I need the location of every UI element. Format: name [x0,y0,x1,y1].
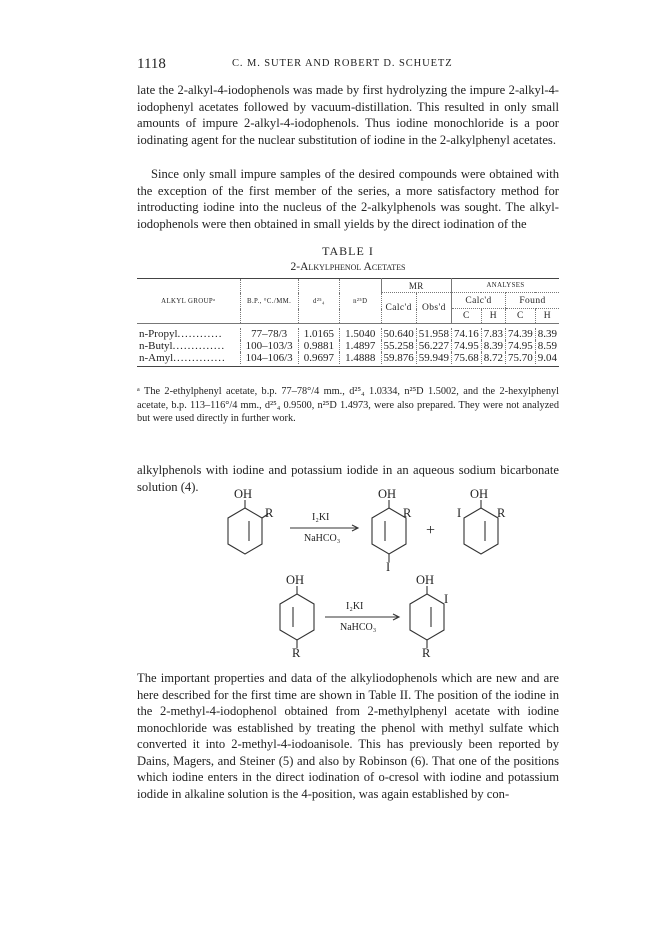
cell-found-c: 74.39 [506,328,536,340]
cell-mr-obsd: 56.227 [416,340,451,352]
col-found-c: C [506,309,536,324]
cell-calc-c: 74.16 [452,328,482,340]
col-mr-calcd: Calc'd [381,293,416,324]
cell-bp: 77–78/3 [240,328,298,340]
cell-nd: 1.4888 [340,352,381,364]
cell-calc-h: 8.39 [481,340,505,352]
product1-i-label: I [386,560,391,574]
benzene-ring [280,594,314,640]
product1-oh-label: OH [378,487,397,501]
cell-found-h: 9.04 [535,352,559,364]
product1-r-label: R [403,506,412,520]
benzene-ring [228,508,262,554]
cell-found-h: 8.59 [535,340,559,352]
cell-density: 1.0165 [298,328,339,340]
cell-found-h: 8.39 [535,328,559,340]
product-oh-label: OH [416,573,435,587]
running-head: C. M. SUTER AND ROBERT D. SCHUETZ [232,58,453,69]
cell-calc-c: 75.68 [452,352,482,364]
cell-mr-obsd: 59.949 [416,352,451,364]
col-calc-c: C [452,309,482,324]
cell-calc-h: 7.83 [481,328,505,340]
reagent-bottom: NaHCO₃ [340,622,377,633]
col-analyses-calcd: Calc'd [452,293,506,309]
table-title: TABLE I [322,244,374,258]
paragraph-4: The important properties and data of the alkyliodophenols which are new and are here described for the first time are shown in Table II. The position of the iodine in the 2-methyl-4-iodophenol obtained from 2-methylphenyl acetate with iodine monochloride was established by treating the phenol with methyl sulfate which converted it into 2-methyl-4-iodoanisole. This has previously been reported by Dains, Magers, and Steiner (5) and also by Robinson (6). That one of the positions which iodine enters in the direct iodination of o-cresol with iodine and potassium iodide in alkaline solution is the 4-position, was again established by con- [137,671,559,801]
cell-found-c: 75.70 [506,352,536,364]
product-r-label: R [422,646,431,660]
cell-alkyl: n-Amyl.............. [139,351,226,364]
cell-density: 0.9697 [298,352,339,364]
paragraph-3: alkylphenols with iodine and potassium iodide in an aqueous sodium bicarbonate solution (4). [137,463,559,494]
col-analyses: ANALYSES [452,279,560,293]
paragraph-1: late the 2-alkyl-4-iodophenols was made by first hydrolyzing the impure 2-alkyl-4-iodophenyl acetates followed by vacuum-distillation. This resulted in only small amounts of impure 2-alkyl-4-iodophenols. Thus iodine monochloride is a poor iodinating agent for the nuclear substitution of iodine in the 2-alkylphenyl acetates. [137,83,559,147]
page-number: 1118 [137,56,166,72]
product2-oh-label: OH [470,487,489,501]
cell-density: 0.9881 [298,340,339,352]
cell-bp: 104–106/3 [240,352,298,364]
cell-calc-h: 8.72 [481,352,505,364]
table-subtitle: 2-Alkylphenol Acetates [290,261,406,273]
cell-mr-calcd: 50.640 [381,328,416,340]
plus-sign: + [426,522,436,539]
cell-bp: 100–103/3 [240,340,298,352]
col-bp: B.P., °C./MM. [240,279,298,324]
reactant-r-label: R [292,646,301,660]
col-refractive-index: n²⁵D [340,279,381,324]
col-calc-h: H [481,309,505,324]
reactant-oh-label: OH [234,487,253,501]
reagent-bottom: NaHCO₃ [304,533,341,544]
reagent-top: I₂KI [346,601,364,612]
col-alkyl-group: ALKYL GROUPᵃ [137,279,240,324]
paragraph-2: Since only small impure samples of the desired compounds were obtained with the exception of the first member of the series, a more satisfactory method for introducting iodine into the nucleus of the 2-alkylphenols was sought. The alkyl-iodophenols were then obtained in small yields by the direct iodination of the [137,167,559,231]
reagent-top: I₂KI [312,512,330,523]
reactant-r-label: R [265,506,274,520]
reactant-oh-label: OH [286,573,305,587]
cell-mr-calcd: 59.876 [381,352,416,364]
col-mr: MR [381,279,452,293]
benzene-ring [464,508,498,554]
col-density: d²⁵₄ [298,279,339,324]
cell-nd: 1.5040 [340,328,381,340]
benzene-ring [410,594,444,640]
col-analyses-found: Found [506,293,560,309]
col-mr-obsd: Obs'd [416,293,451,324]
cell-found-c: 74.95 [506,340,536,352]
benzene-ring [372,508,406,554]
cell-mr-calcd: 55.258 [381,340,416,352]
product2-i-label: I [457,506,462,520]
cell-nd: 1.4897 [340,340,381,352]
product2-r-label: R [497,506,506,520]
cell-alkyl: n-Propyl............ [139,327,223,340]
cell-calc-c: 74.95 [452,340,482,352]
product-i-label: I [444,592,449,606]
col-found-h: H [535,309,559,324]
cell-alkyl: n-Butyl.............. [139,339,226,352]
cell-mr-obsd: 51.958 [416,328,451,340]
table-footnote: ᵃ The 2-ethylphenyl acetate, b.p. 77–78°/4 mm., d²⁵₄ 1.0334, n²⁵D 1.5002, and the 2-hexylphenyl acetate, b.p. 113–116°/4 mm., d²⁵₄ 0.9500, n²⁵D 1.4973, were also prepared. They were not analyzed but were used directly in further work. [137,386,559,424]
